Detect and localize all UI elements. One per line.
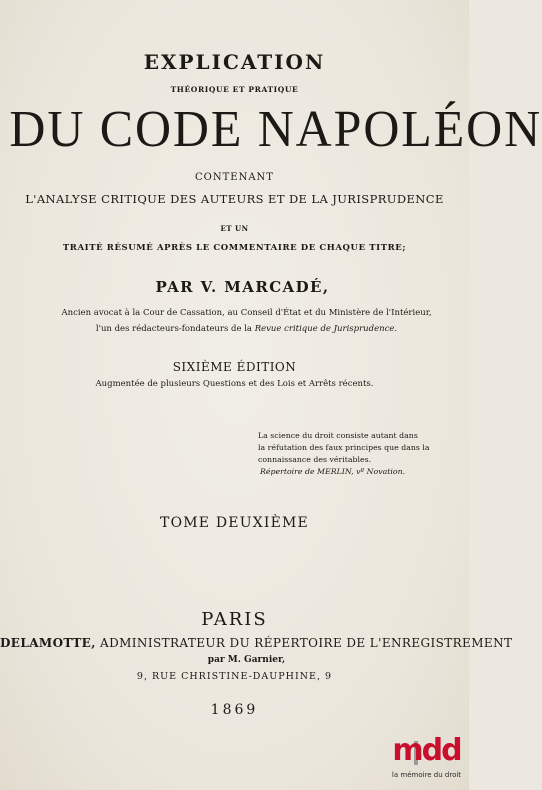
- contenant-text: CONTENANT: [195, 172, 274, 183]
- publisher-name: DELAMOTTE,: [0, 636, 96, 650]
- publication-year: 1869: [210, 702, 259, 718]
- publisher-line: [0, 636, 513, 650]
- city-label: PARIS: [201, 609, 268, 630]
- quote-source: Répertoire de MERLIN, vº Novation.: [260, 467, 406, 476]
- revue-title: Revue critique de Jurisprudence: [254, 324, 395, 334]
- quote-line-2: la réfutation des faux principes que dans la: [258, 443, 430, 452]
- author-credentials-2-suffix: .: [394, 324, 398, 334]
- subheading-theorique: THÉORIQUE ET PRATIQUE: [170, 85, 299, 94]
- quote-line-1: La science du droit consiste autant dans: [258, 431, 418, 440]
- et-un-text: ET UN: [220, 224, 249, 233]
- edition-text: SIXIÈME ÉDITION: [172, 360, 297, 374]
- par-garnier-text: par M. Garnier,: [207, 655, 286, 665]
- logo-mark: mdd: [392, 733, 461, 768]
- quote-line-3: connaissance des véritables.: [258, 455, 372, 464]
- main-title: DU CODE NAPOLÉON: [9, 101, 542, 158]
- epigraph-quote: [258, 430, 438, 478]
- publisher-description: ADMINISTRATEUR DU RÉPERTOIRE DE L'ENREGISTREMENT: [95, 636, 513, 650]
- traite-text: TRAITÉ RÉSUMÉ APRÈS LE COMMENTAIRE DE CHAQUE TITRE;: [62, 243, 407, 253]
- logo-tagline: la mémoire du droit: [391, 771, 462, 779]
- mdd-logo: [384, 733, 469, 790]
- augmentee-text: Augmentée de plusieurs Questions et des Lois et Arrêts récents.: [95, 379, 374, 389]
- author-credentials-2-prefix: l'un des rédacteurs-fondateurs de la: [95, 324, 255, 334]
- heading-explication: EXPLICATION: [143, 50, 326, 74]
- volume-label: TOME DEUXIÈME: [160, 515, 309, 531]
- analyse-text: L'ANALYSE CRITIQUE DES AUTEURS ET DE LA JURISPRUDENCE: [25, 192, 444, 206]
- author-name: PAR V. MARCADÉ,: [155, 278, 330, 296]
- publisher-address: 9, RUE CHRISTINE-DAUPHINE, 9: [136, 671, 333, 682]
- author-credentials-2: [12, 324, 481, 334]
- author-credentials-1: Ancien avocat à la Cour de Cassation, au Conseil d'État et du Ministère de l'Intérieur,: [61, 308, 432, 318]
